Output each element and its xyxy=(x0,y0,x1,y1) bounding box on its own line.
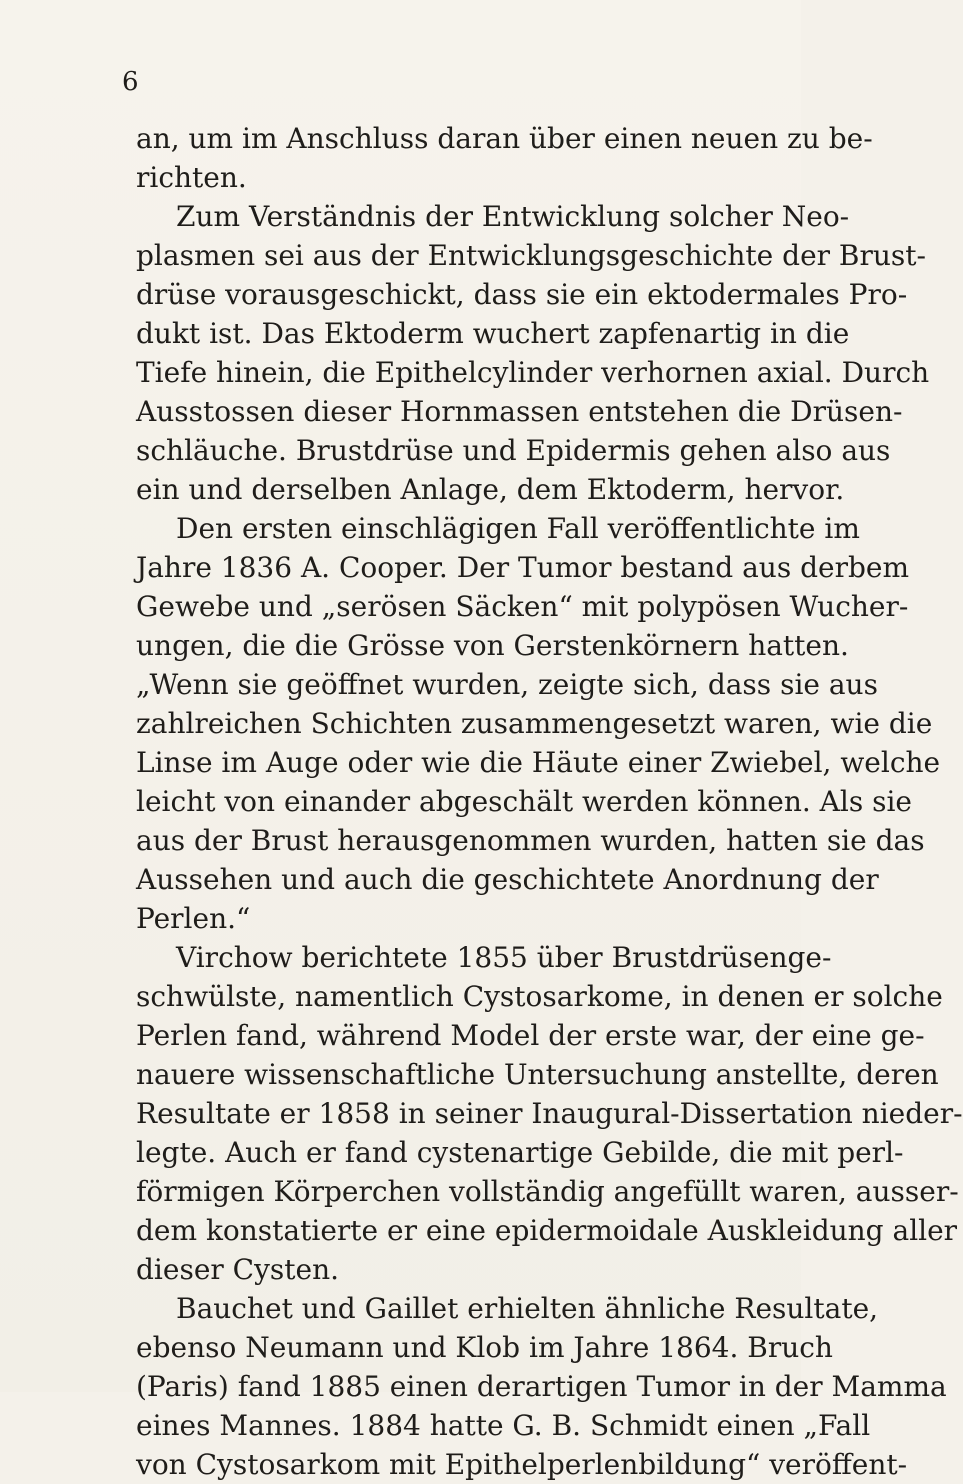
paragraph-start: Bauchet und Gaillet erhielten ähnliche Resultate, xyxy=(176,1292,879,1325)
text-line: drüse vorausgeschickt, dass sie ein ektodermales Pro- xyxy=(136,278,908,311)
text-line: Ausstossen dieser Hornmassen entstehen die Drüsen- xyxy=(136,395,903,428)
text-line: legte. Auch er fand cystenartige Gebilde, die mit perl- xyxy=(136,1136,904,1169)
text-line: plasmen sei aus der Entwicklungsgeschichte der Brust- xyxy=(136,239,927,272)
text-line: dem konstatierte er eine epidermoidale Auskleidung aller xyxy=(136,1214,958,1247)
text-line: aus der Brust herausgenommen wurden, hatten sie das xyxy=(136,824,925,857)
text-line: schwülste, namentlich Cystosarkome, in denen er solche xyxy=(136,980,943,1013)
text-line: ebenso Neumann und Klob im Jahre 1864. Bruch xyxy=(136,1331,833,1364)
text-line: nauere wissenschaftliche Untersuchung anstellte, deren xyxy=(136,1058,939,1091)
page-text xyxy=(136,119,963,1484)
text-line: an, um im Anschluss daran über einen neuen zu be- xyxy=(136,122,873,155)
text-line: Resultate er 1858 in seiner Inaugural-Dissertation nieder- xyxy=(136,1097,963,1130)
text-line: zahlreichen Schichten zusammengesetzt waren, wie die xyxy=(136,707,933,740)
text-line: (Paris) fand 1885 einen derartigen Tumor in der Mamma xyxy=(136,1370,947,1403)
text-line: richten. xyxy=(136,161,247,194)
text-line: ungen, die die Grösse von Gerstenkörnern hatten. xyxy=(136,629,849,662)
paragraph-start: Zum Verständnis der Entwicklung solcher Neo- xyxy=(176,200,850,233)
text-line: Tiefe hinein, die Epithelcylinder verhornen axial. Durch xyxy=(136,356,930,389)
text-line: Linse im Auge oder wie die Häute einer Zwiebel, welche xyxy=(136,746,941,779)
text-line: Perlen fand, während Model der erste war, der eine ge- xyxy=(136,1019,925,1052)
paragraph-start: Den ersten einschlägigen Fall veröffentlichte im xyxy=(176,512,860,545)
text-line: „Wenn sie geöffnet wurden, zeigte sich, dass sie aus xyxy=(136,668,878,701)
text-line: ein und derselben Anlage, dem Ektoderm, hervor. xyxy=(136,473,845,506)
text-line: leicht von einander abgeschält werden können. Als sie xyxy=(136,785,913,818)
text-line: schläuche. Brustdrüse und Epidermis gehen also aus xyxy=(136,434,891,467)
paragraph-start: Virchow berichtete 1855 über Brustdrüsenge- xyxy=(176,941,832,974)
text-line: Jahre 1836 A. Cooper. Der Tumor bestand aus derbem xyxy=(136,551,910,584)
text-line: förmigen Körperchen vollständig angefüllt waren, ausser- xyxy=(136,1175,959,1208)
text-line: dukt ist. Das Ektoderm wuchert zapfenartig in die xyxy=(136,317,850,350)
text-line: Gewebe und „serösen Säcken“ mit polypösen Wucher- xyxy=(136,590,909,623)
text-line: von Cystosarkom mit Epithelperlenbildung“ veröffent- xyxy=(136,1448,908,1481)
text-line: eines Mannes. 1884 hatte G. B. Schmidt einen „Fall xyxy=(136,1409,871,1442)
text-line: Perlen.“ xyxy=(136,902,251,935)
page-number: 6 xyxy=(122,67,139,97)
text-line: Aussehen und auch die geschichtete Anordnung der xyxy=(136,863,879,896)
text-line: dieser Cysten. xyxy=(136,1253,340,1286)
